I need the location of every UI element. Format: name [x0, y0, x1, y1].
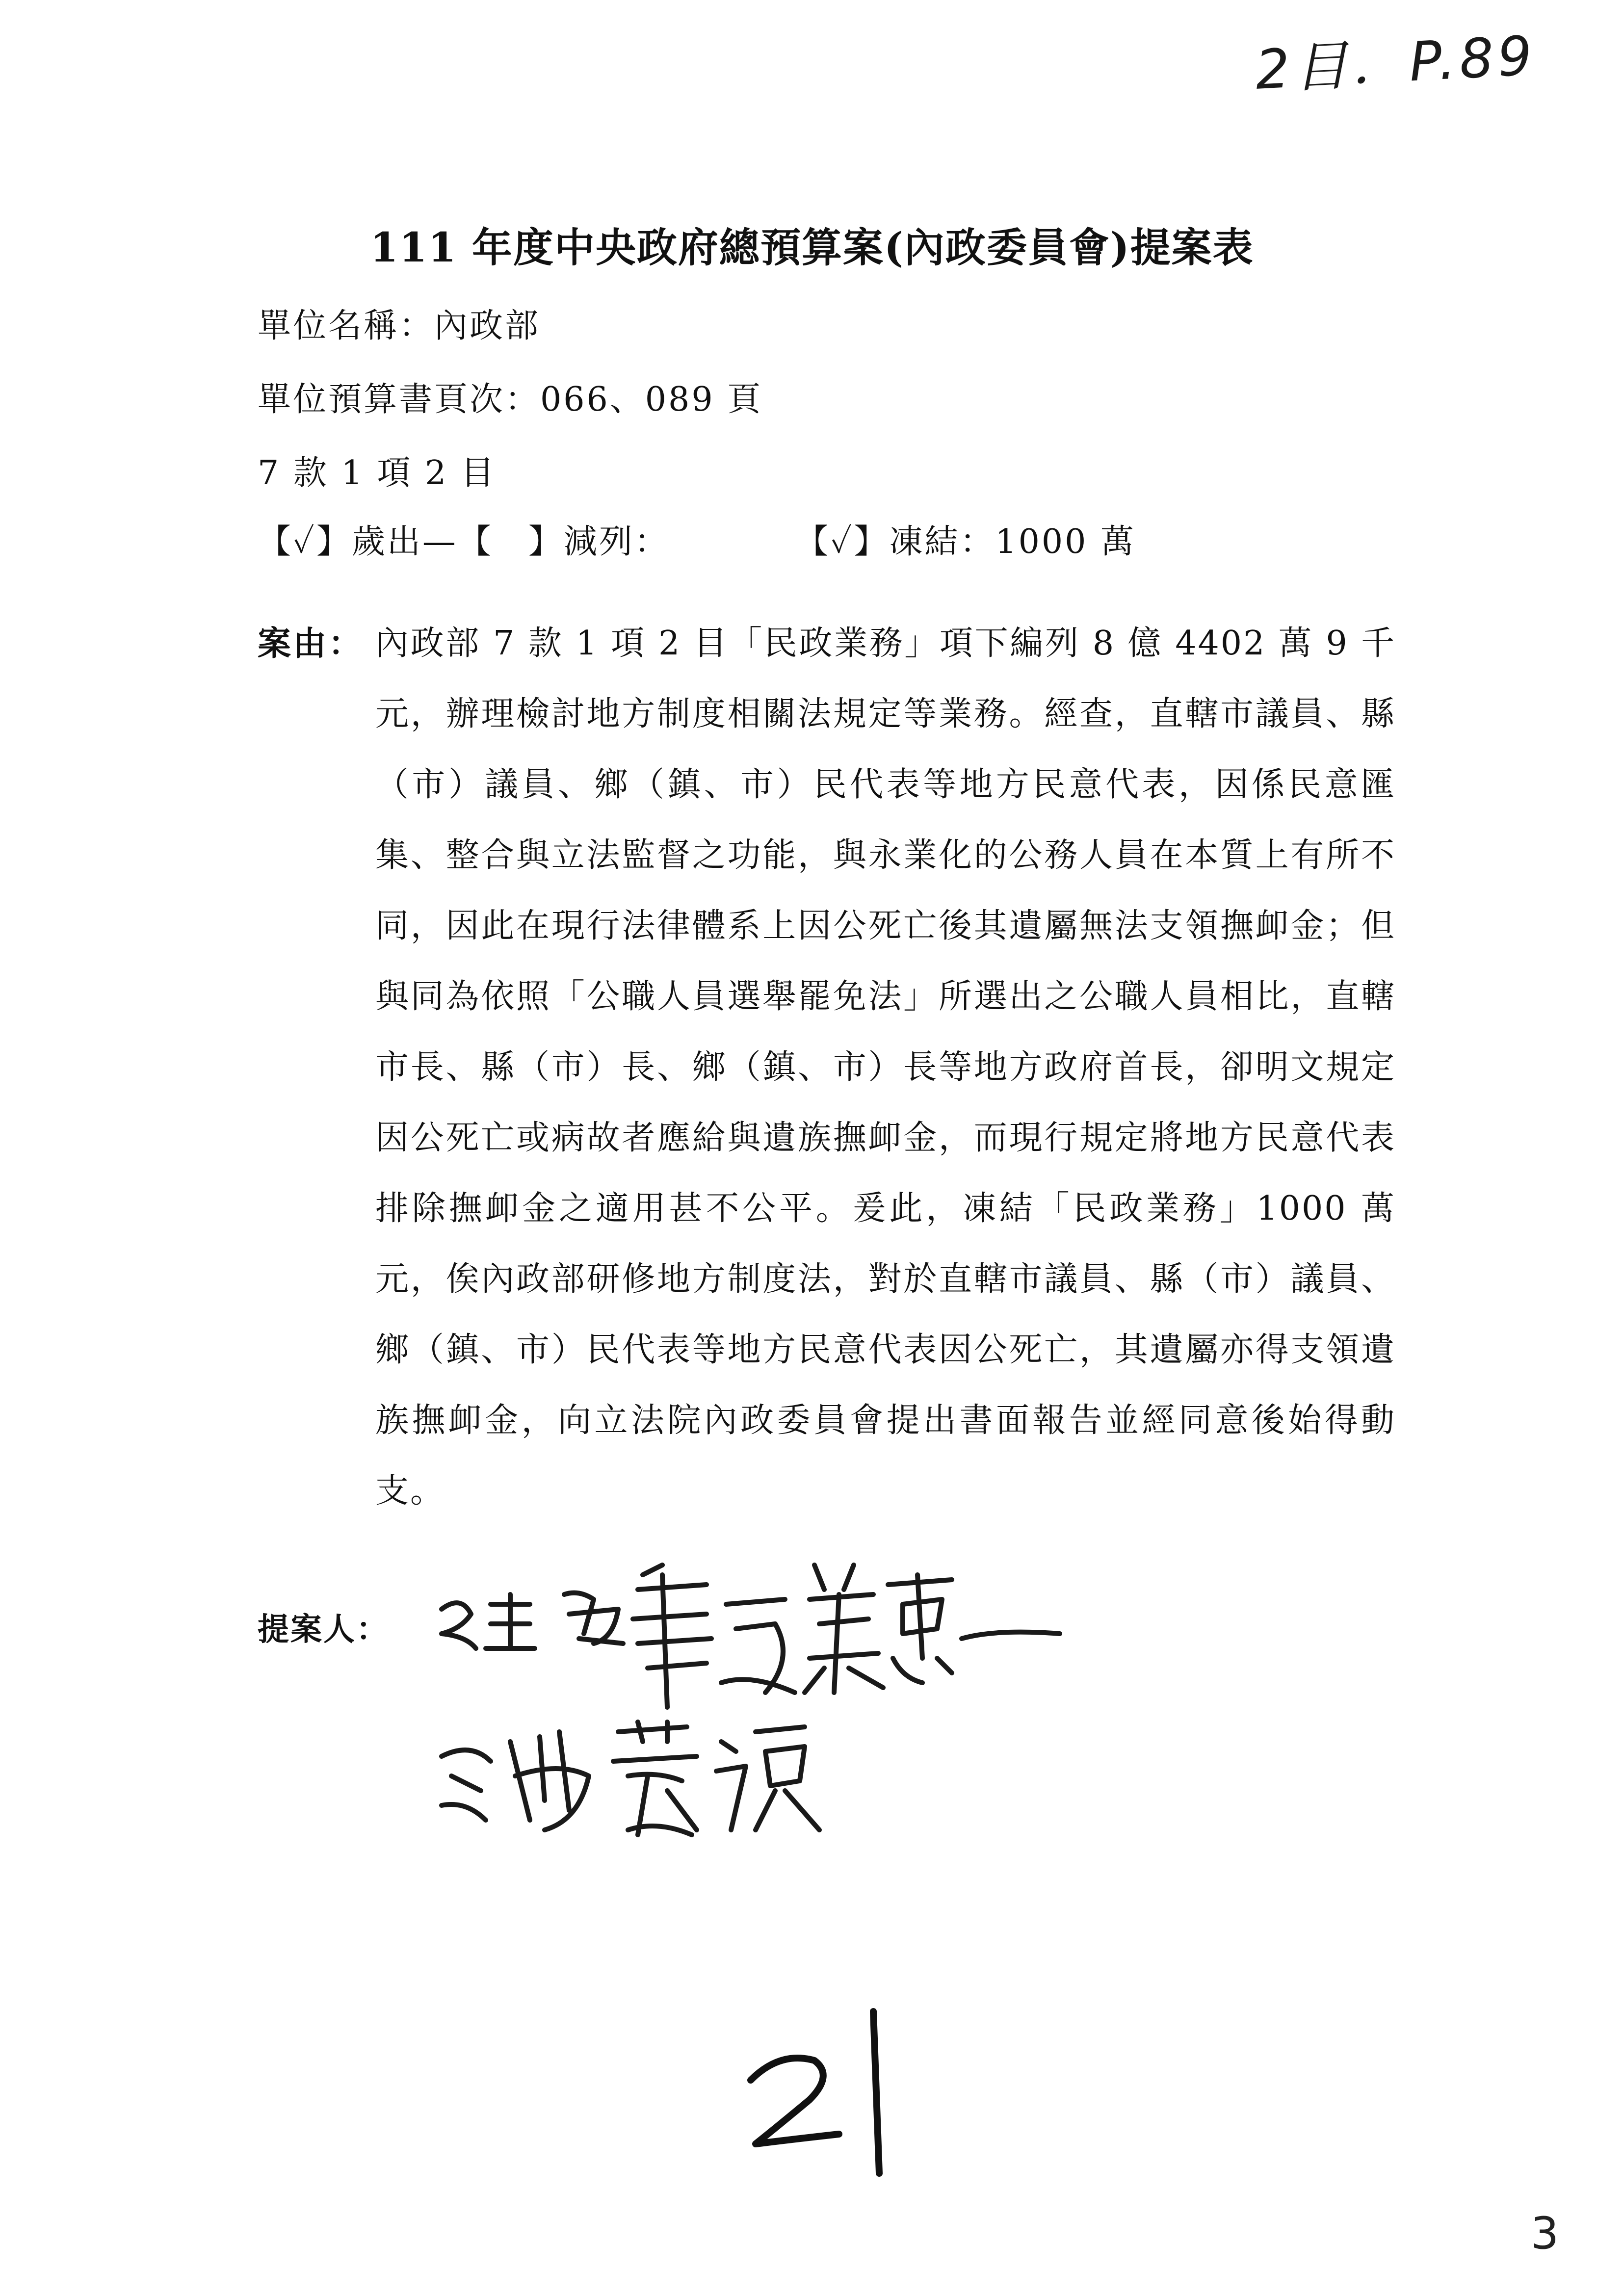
item-code: 7 款 1 項 2 目 — [258, 454, 496, 493]
budget-pages: 單位預算書頁次：066、089 頁 — [258, 380, 763, 419]
document-title: 111 年度中央政府總預算案(內政委員會)提案表 — [370, 224, 1254, 271]
signature-drawing — [432, 1545, 1119, 1850]
handwritten-number — [741, 1997, 917, 2183]
freeze-option: 【✓】凍結：1000 萬 — [795, 522, 1136, 561]
handwritten-header-note: 2目．P.89 — [1254, 24, 1538, 102]
reason-section — [258, 608, 1396, 1527]
page-corner-number: 3 — [1531, 2208, 1559, 2259]
number-drawing — [741, 1997, 917, 2183]
expenditure-option: 【✓】歲出—【 】減列： — [258, 522, 670, 561]
unit-name: 單位名稱：內政部 — [258, 307, 541, 345]
reason-label: 案由： — [258, 624, 364, 663]
handwritten-signatures — [432, 1545, 1119, 1850]
budget-options — [258, 515, 1386, 563]
proposer-label: 提案人： — [258, 1611, 389, 1648]
reason-text: 內政部 7 款 1 項 2 目「民政業務」項下編列 8 億 4402 萬 9 千元，辦理檢討地方制度相關法規定等業務。經查，直轄市議員、縣（市）議員、鄉（鎮、市）民代表等地方民意代表，因係民意匯集、整合與立法監督之功能，與永業化的公務人員在本質上有所不同，因此在現行法律體系上因公死亡後其遺屬無法支領撫卹金；但與同為依照「公職人員選舉罷免法」所選出之公職人員相比，直轄市長、縣（市）長、鄉（鎮、市）長等地方政府首長，卻明文規定因公死亡或病故者應給與遺族撫卹金，而現行規定將地方民意代表排除撫卹金之適用甚不公平。爰此，凍結「民政業務」1000 萬元，俟內政部研修地方制度法，對於直轄市議員、縣（市）議員、鄉（鎮、市）民代表等地方民意代表因公死亡，其遺屬亦得支領遺族撫卹金，向立法院內政委員會提出書面報告並經同意後始得動支。 — [375, 624, 1396, 1511]
